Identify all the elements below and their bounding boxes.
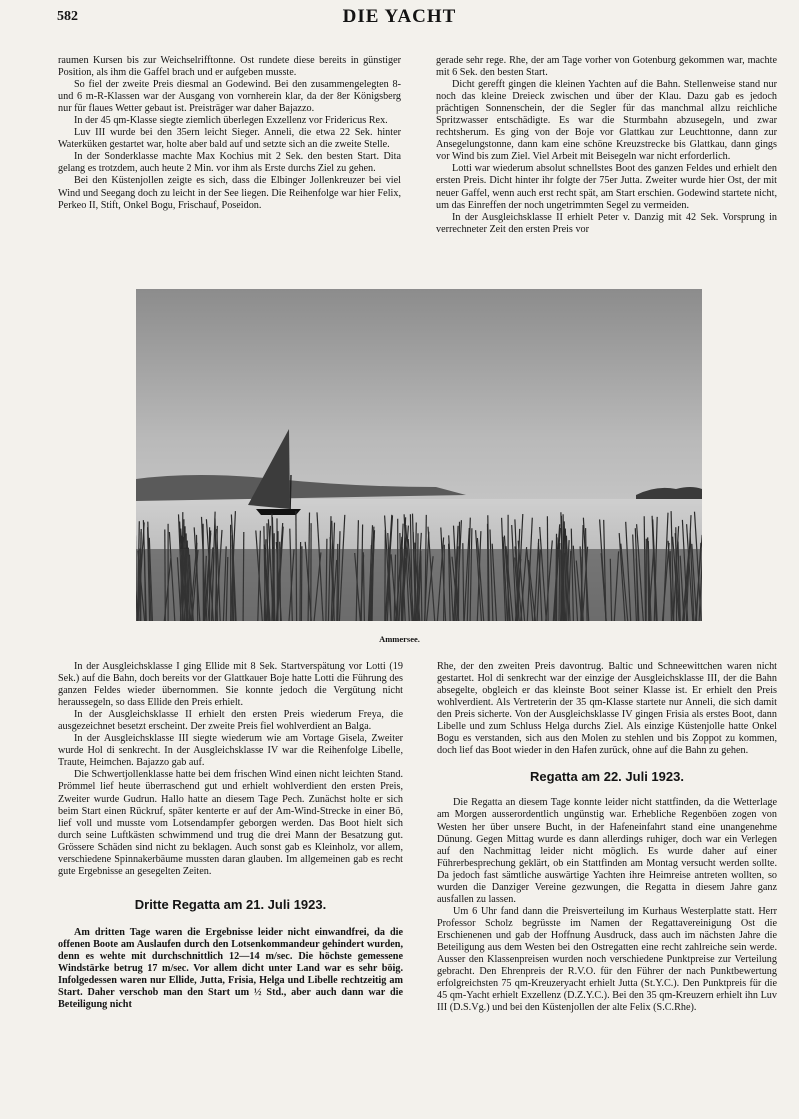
journal-title: DIE YACHT [342, 6, 457, 27]
paragraph: Die Regatta an diesem Tage konnte leider nicht stattfinden, da die Wetterlage am Morgen ausserordentlich ungünstig war. Erhebliche Regenböen zogen von Westen her über unsere Bucht, in der Hafeneinfahrt stand eine unangenehme Dünung. Gegen Mittag wurde es dann allerdings ruhiger, doch war ein Verlegen auf den Nachmittag leider nicht möglich. Es wurde daher auf einer Führerbesprechung geklärt, ob ein Stattfinden am Montag versucht werden sollte. Da jedoch fast sämtliche auswärtige Yachten ihre Heimreise antreten wollten, so wurden die Danziger Vereine gezwungen, die Regatta in diesem Jahre ganz ausfallen zu lassen. [437, 797, 777, 905]
paragraph: Luv III wurde bei den 35ern leicht Sieger. Anneli, die etwa 22 Sek. hinter Waterküken gestartet war, holte aber bald auf und setzte sich an die zweite Stelle. [58, 127, 401, 151]
paragraph: In der 45 qm-Klasse siegte ziemlich überlegen Exzellenz vor Fridericus Rex. [74, 115, 388, 127]
photo-caption: Ammersee. [379, 634, 420, 644]
paragraph: raumen Kursen bis zur Weichselrifftonne. Ost rundete diese bereits in günstiger Position, als ihm die Gaffel brach und er aufgeben musste. [58, 55, 401, 79]
paragraph: So fiel der zweite Preis diesmal an Godewind. Bei den zusammengelegten 8- und 6 m-R-Klassen war der Ausgang von vornherein klar, da der 8er Königsberg nur für flaues Wetter gebaut ist. Preisträger war daher Bajazzo. [58, 79, 401, 115]
paragraph: Die Schwertjollenklasse hatte bei dem frischen Wind einen nicht leichten Stand. Prömmel lief heute überraschend gut und erhielt wohlverdient den ersten Preis, Zweiter wurde Gudrun. Hallo hatte an diesem Tage Pech. Zunächst holte er sich beim Start einen Rückruf, später kenterte er auf der Am-Wind-Strecke in einer Bö, lief voll und musste vom Lotsendampfer geborgen werden. Das Boot hielt sich durch seine Luftkästen schwimmend und trug die drei Mann der Besatzung gut. Grössere Schäden sind nicht zu beklagen. Auch sonst gab es Kleinholz, vor allem, verschiedene Spinnakerbäume mussten daran glauben. Im allgemeinen gab es recht gute Ergebnisse an gesegelten Zeiten. [58, 769, 403, 877]
column-bottom-left [58, 661, 403, 1011]
paragraph: Bei den Küstenjollen zeigte es sich, dass die Elbinger Jollenkreuzer bei viel Wind und Seegang doch zu leicht in der See liegen. Die Reihenfolge war hier Felix, Perkeo II, Stift, Onkel Bogu, Frischauf, Poseidon. [58, 175, 401, 211]
paragraph: In der Sonderklasse machte Max Kochius mit 2 Sek. den besten Start. Dita gelang es trotzdem, auch heute 2 Min. vor ihm als Erste durchs Ziel zu gehen. [58, 151, 401, 175]
paragraph: In der Ausgleichsklasse I ging Ellide mit 8 Sek. Startverspätung vor Lotti (19 Sek.) auf die Bahn, doch bereits vor der Glattkauer Boje hatte Lotti die Führung des ganzen Feldes wieder übernommen. Sie konnte jedoch die Vergütung nicht heraussegeln, so dass Ellide den Preis erhielt. [58, 661, 403, 709]
lake-photo [136, 289, 702, 621]
column-bottom-right [437, 661, 777, 1014]
page-number: 582 [57, 9, 78, 24]
paragraph: In der Ausgleichsklasse II erhielt Peter v. Danzig mit 42 Sek. Vorsprung in verrechneter Zeit den ersten Preis vor [436, 211, 777, 235]
photo-illustration [136, 289, 702, 621]
paragraph: gerade sehr rege. Rhe, der am Tage vorher von Gotenburg gekommen war, machte mit 6 Sek. den besten Start. [436, 55, 777, 79]
paragraph: In der Ausgleichsklasse II erhielt den ersten Preis wiederum Freya, die ausgezeichnet besetzt erscheint. Der zweite Preis fiel wohlverdient an Balga. [58, 709, 403, 733]
paragraph: Am dritten Tage waren die Ergebnisse leider nicht einwandfrei, da die offenen Boote am Auslaufen durch den Lotsenkommandeur gehindert wurden, denn es wehte mit durchschnittlich 12—14 m/sec. Die höchste gemessene Windstärke betrug 17 m/sec. Vor allem dicht unter Land war es sehr böig. Infolgedessen waren nur Ellide, Jutta, Frisia, Helga und Libelle rechtzeitig am Start. Daher verschob man den Start um ½ Std., aber auch dann war die Beteiligung nicht [58, 926, 403, 1011]
paragraph: Um 6 Uhr fand dann die Preisverteilung im Kurhaus Westerplatte statt. Herr Professor Scholz begrüsste im Namen der Regattavereinigung Ost die Erschienenen und gab der Hoffnung Ausdruck, dass auch im nächsten Jahre die Beteiligung aus dem Westen bei den Ostregatten eine recht zahlreiche sein werde. Ausser den Klassenpreisen wurden noch verschiedene Punktpreise zur Verteilung gebracht. Den Ehrenpreis der R.V.O. für den Führer der nach Punktbewertung erfolgreichsten 75 qm-Kreuzeryacht erhielt Jutta (St.Y.C.). Den Punktpreis für die 45 qm-Yacht erhielt Exzellenz (D.Z.Y.C.). Bei den 35 qm-Kreuzern erhielt ihn Luv III (D.S.Vg.) und bei den Küstenjollen der alte Felix (S.C.Rhe). [437, 905, 777, 1014]
section-heading: Dritte Regatta am 21. Juli 1923. [134, 896, 327, 912]
paragraph: Lotti war wiederum absolut schnellstes Boot des ganzen Feldes und erhielt den ersten Preis. Dicht hinter ihr folgte der 75er Jutta. Zweiter wurde hier Ost, der mit neuer Gaffel, wenn auch erst recht spät, am Start erschien. Godewind startete nicht, um das Einreffen der noch ungetrimmten Segel zu vermeiden. [436, 163, 777, 211]
paragraph: In der Ausgleichsklasse III siegte wiederum wie am Vortage Gisela, Zweiter wurde Hol di senkrecht. In der Ausgleichsklasse IV war die Reihenfolge Libelle, Traute, Heimchen. Bajazzo gab auf. [58, 733, 403, 769]
column-top-left [58, 55, 401, 212]
paragraph: Rhe, der den zweiten Preis davontrug. Baltic und Schneewittchen waren nicht gestartet. Hol di senkrecht war der einzige der Ausgleichsklasse III, der die Bahn absegelte, obgleich er das kleinste Boot seiner Klasse ist. Er erhielt den Preis wohlverdient. Als Vertreterin der 35 qm-Klasse startete nur Anneli, die sich damit den Preis sicherte. Von der Ausgleichsklasse IV gingen Frisia als erstes Boot, dann Libelle und zum Schluss Helga durchs Ziel. Als einzige Küstenjolle hatte Onkel Bogu es verstanden, sich aus den Molen zu stehlen und bis Zoppot zu kommen, doch lief das Boot wieder in den Hafen zurück, ohne auf die Bahn zu gehen. [437, 661, 777, 757]
paragraph: Dicht gerefft gingen die kleinen Yachten auf die Bahn. Stellenweise stand nur noch das kleine Dreieck zwischen und über der Klau. Dazu gab es jedoch prächtigen Sonnenschein, der die Segler für das manchmal allzu reichliche Spritzwasser entschädigte. Es war die Sturmbahn abzusegeln, und zwar rechtsherum. Es ging von der Boje vor Glattkau zur Leuchttonne, dann zur Ansegelungstonne, dann kam eine schöne Kreuzstrecke bis Glattkau, dann gings vor Wind bis zum Ziel. Viel Arbeit mit Beisegeln war nicht erforderlich. [436, 79, 777, 163]
column-top-right [436, 55, 777, 236]
section-heading: Regatta am 22. Juli 1923. [530, 769, 684, 785]
